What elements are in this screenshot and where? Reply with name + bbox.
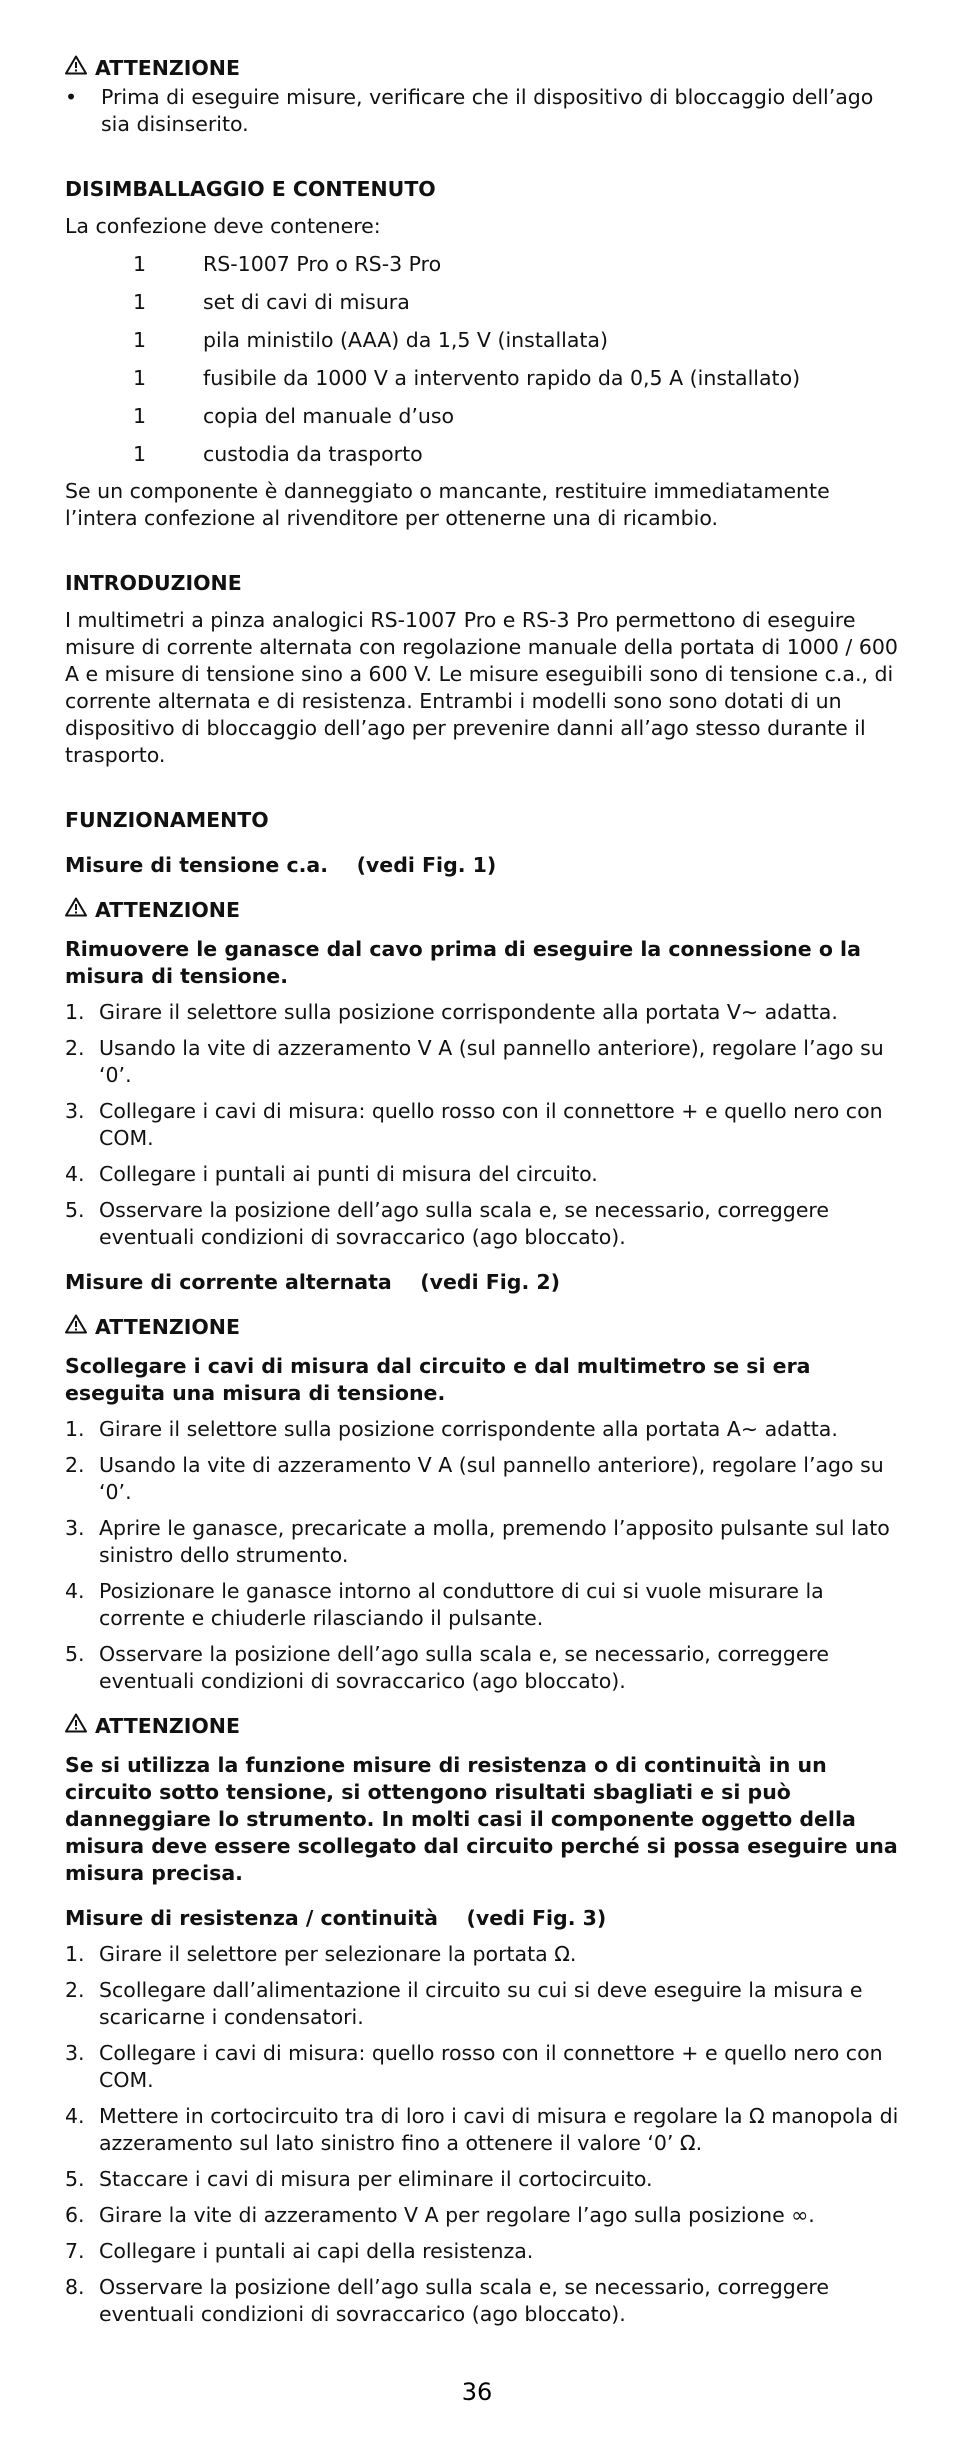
step-item	[65, 1977, 905, 2031]
item-qty: 1	[133, 366, 147, 390]
step-number: 1.	[65, 1942, 85, 1966]
warning-title: ATTENZIONE	[95, 56, 240, 80]
item-qty: 1	[133, 252, 147, 276]
warning-triangle-icon	[65, 55, 95, 82]
step-number: 5.	[65, 2167, 85, 2191]
item-label: fusibile da 1000 V a intervento rapido da 0,5 A (installato)	[203, 366, 801, 390]
step-text: Girare il selettore sulla posizione corrispondente alla portata V∼ adatta.	[99, 1000, 838, 1024]
warning-text-voltage: Rimuovere le ganasce dal cavo prima di eseguire la connessione o la misura di tensione.	[65, 937, 861, 988]
step-text: Girare il selettore per selezionare la portata Ω.	[99, 1942, 577, 1966]
step-item	[65, 999, 905, 1026]
subsection-title-voltage: Misure di tensione c.a. (vedi Fig. 1)	[65, 853, 497, 877]
list-item	[65, 403, 905, 430]
warning-heading	[65, 897, 905, 924]
step-number: 2.	[65, 1036, 85, 1060]
step-number: 4.	[65, 1162, 85, 1186]
manual-page	[65, 55, 905, 2328]
step-item	[65, 2202, 905, 2229]
warning-text-current: Scollegare i cavi di misura dal circuito e dal multimetro se si era eseguita una misura di tensione.	[65, 1354, 811, 1405]
item-qty: 1	[133, 404, 147, 428]
warning-heading	[65, 55, 905, 82]
item-label: pila ministilo (AAA) da 1,5 V (installata)	[203, 328, 608, 352]
item-qty: 1	[133, 442, 147, 466]
step-number: 7.	[65, 2239, 85, 2263]
subsection-title-current: Misure di corrente alternata (vedi Fig. 2)	[65, 1270, 561, 1294]
warning-triangle-icon	[65, 1314, 95, 1341]
list-item	[65, 365, 905, 392]
warning-title: ATTENZIONE	[95, 1315, 240, 1339]
bullet-dot: •	[65, 85, 78, 109]
step-text: Osservare la posizione dell’ago sulla scala e, se necessario, correggere eventuali condizioni di sovraccarico (ago bloccato).	[99, 1198, 830, 1249]
list-item	[65, 441, 905, 468]
step-item	[65, 2166, 905, 2193]
step-number: 3.	[65, 1099, 85, 1123]
step-number: 4.	[65, 1579, 85, 1603]
step-item	[65, 1161, 905, 1188]
step-number: 2.	[65, 1453, 85, 1477]
warning-bullet-text: Prima di eseguire misure, verificare che il dispositivo di bloccaggio dell’ago sia disinserito.	[101, 85, 874, 136]
item-label: custodia da trasporto	[203, 442, 423, 466]
step-text: Usando la vite di azzeramento V A (sul pannello anteriore), regolare l’ago su ‘0’.	[99, 1036, 884, 1087]
step-number: 5.	[65, 1642, 85, 1666]
step-item	[65, 1035, 905, 1089]
subsection-title-resistance: Misure di resistenza / continuità (vedi Fig. 3)	[65, 1906, 607, 1930]
step-text: Osservare la posizione dell’ago sulla scala e, se necessario, correggere eventuali condizioni di sovraccarico (ago bloccato).	[99, 1642, 830, 1693]
list-item	[65, 251, 905, 278]
step-text: Collegare i puntali ai punti di misura del circuito.	[99, 1162, 598, 1186]
step-text: Girare il selettore sulla posizione corrispondente alla portata A∼ adatta.	[99, 1417, 838, 1441]
warning-heading	[65, 1713, 905, 1740]
step-item	[65, 1941, 905, 1968]
step-text: Scollegare dall’alimentazione il circuito su cui si deve eseguire la misura e scaricarne i condensatori.	[99, 1978, 863, 2029]
step-item	[65, 1452, 905, 1506]
unpacking-note: Se un componente è danneggiato o mancante, restituire immediatamente l’intera confezione al rivenditore per ottenerne una di ricambio.	[65, 479, 830, 530]
warning-title: ATTENZIONE	[95, 898, 240, 922]
list-item	[65, 327, 905, 354]
warning-triangle-icon	[65, 1713, 95, 1740]
step-text: Mettere in cortocircuito tra di loro i cavi di misura e regolare la Ω manopola di azzeramento sul lato sinistro fino a ottenere il valore ‘0’ Ω.	[99, 2104, 899, 2155]
step-item	[65, 2103, 905, 2157]
step-item	[65, 1515, 905, 1569]
step-number: 4.	[65, 2104, 85, 2128]
warning-heading	[65, 1314, 905, 1341]
item-label: RS-1007 Pro o RS-3 Pro	[203, 252, 442, 276]
introduction-body: I multimetri a pinza analogici RS-1007 Pro e RS-3 Pro permettono di eseguire misure di corrente alternata con regolazione manuale della portata di 1000 / 600 A e misure di tensione sino a 600 V. Le misure eseguibili sono di tensione c.a., di corrente alternata e di resistenza. Entrambi i modelli sono sono dotati di un dispositivo di bloccaggio dell’ago per prevenire danni all’ago stesso durante il trasporto.	[65, 608, 898, 767]
step-number: 2.	[65, 1978, 85, 2002]
step-text: Posizionare le ganasce intorno al conduttore di cui si vuole misurare la corrente e chiuderle rilasciando il pulsante.	[99, 1579, 824, 1630]
step-number: 1.	[65, 1000, 85, 1024]
item-label: set di cavi di misura	[203, 290, 410, 314]
warning-triangle-icon	[65, 897, 95, 924]
step-number: 8.	[65, 2275, 85, 2299]
contents-list	[65, 251, 905, 468]
step-text: Collegare i cavi di misura: quello rosso con il connettore + e quello nero con COM.	[99, 2041, 883, 2092]
step-text: Staccare i cavi di misura per eliminare il cortocircuito.	[99, 2167, 653, 2191]
step-item	[65, 2238, 905, 2265]
warning-text-resistance: Se si utilizza la funzione misure di resistenza o di continuità in un circuito sotto tensione, si ottengono risultati sbagliati e si può danneggiare lo strumento. In molti casi il componente oggetto della misura deve essere scollegato dal circuito perché si possa eseguire una misura precisa.	[65, 1753, 898, 1885]
item-qty: 1	[133, 328, 147, 352]
page-number: 36	[461, 2378, 493, 2406]
step-text: Collegare i puntali ai capi della resistenza.	[99, 2239, 534, 2263]
step-text: Usando la vite di azzeramento V A (sul pannello anteriore), regolare l’ago su ‘0’.	[99, 1453, 884, 1504]
step-item	[65, 1197, 905, 1251]
step-text: Aprire le ganasce, precaricate a molla, premendo l’apposito pulsante sul lato sinistro dello strumento.	[99, 1516, 890, 1567]
warning-bullet	[65, 84, 905, 138]
section-heading-introduction: INTRODUZIONE	[65, 571, 242, 595]
list-item	[65, 289, 905, 316]
step-item	[65, 2040, 905, 2094]
step-number: 5.	[65, 1198, 85, 1222]
item-label: copia del manuale d’uso	[203, 404, 455, 428]
step-item	[65, 2274, 905, 2328]
step-number: 3.	[65, 2041, 85, 2065]
item-qty: 1	[133, 290, 147, 314]
step-item	[65, 1578, 905, 1632]
step-text: Osservare la posizione dell’ago sulla scala e, se necessario, correggere eventuali condizioni di sovraccarico (ago bloccato).	[99, 2275, 830, 2326]
current-steps	[65, 1416, 905, 1695]
warning-title: ATTENZIONE	[95, 1714, 240, 1738]
section-heading-unpacking: DISIMBALLAGGIO E CONTENUTO	[65, 177, 436, 201]
step-number: 6.	[65, 2203, 85, 2227]
step-number: 1.	[65, 1417, 85, 1441]
voltage-steps	[65, 999, 905, 1251]
step-number: 3.	[65, 1516, 85, 1540]
step-item	[65, 1098, 905, 1152]
step-text: Girare la vite di azzeramento V A per regolare l’ago sulla posizione ∞.	[99, 2203, 815, 2227]
step-item	[65, 1416, 905, 1443]
step-text: Collegare i cavi di misura: quello rosso con il connettore + e quello nero con COM.	[99, 1099, 883, 1150]
resistance-steps	[65, 1941, 905, 2328]
unpacking-intro: La confezione deve contenere:	[65, 214, 381, 238]
step-item	[65, 1641, 905, 1695]
section-heading-operation: FUNZIONAMENTO	[65, 808, 269, 832]
